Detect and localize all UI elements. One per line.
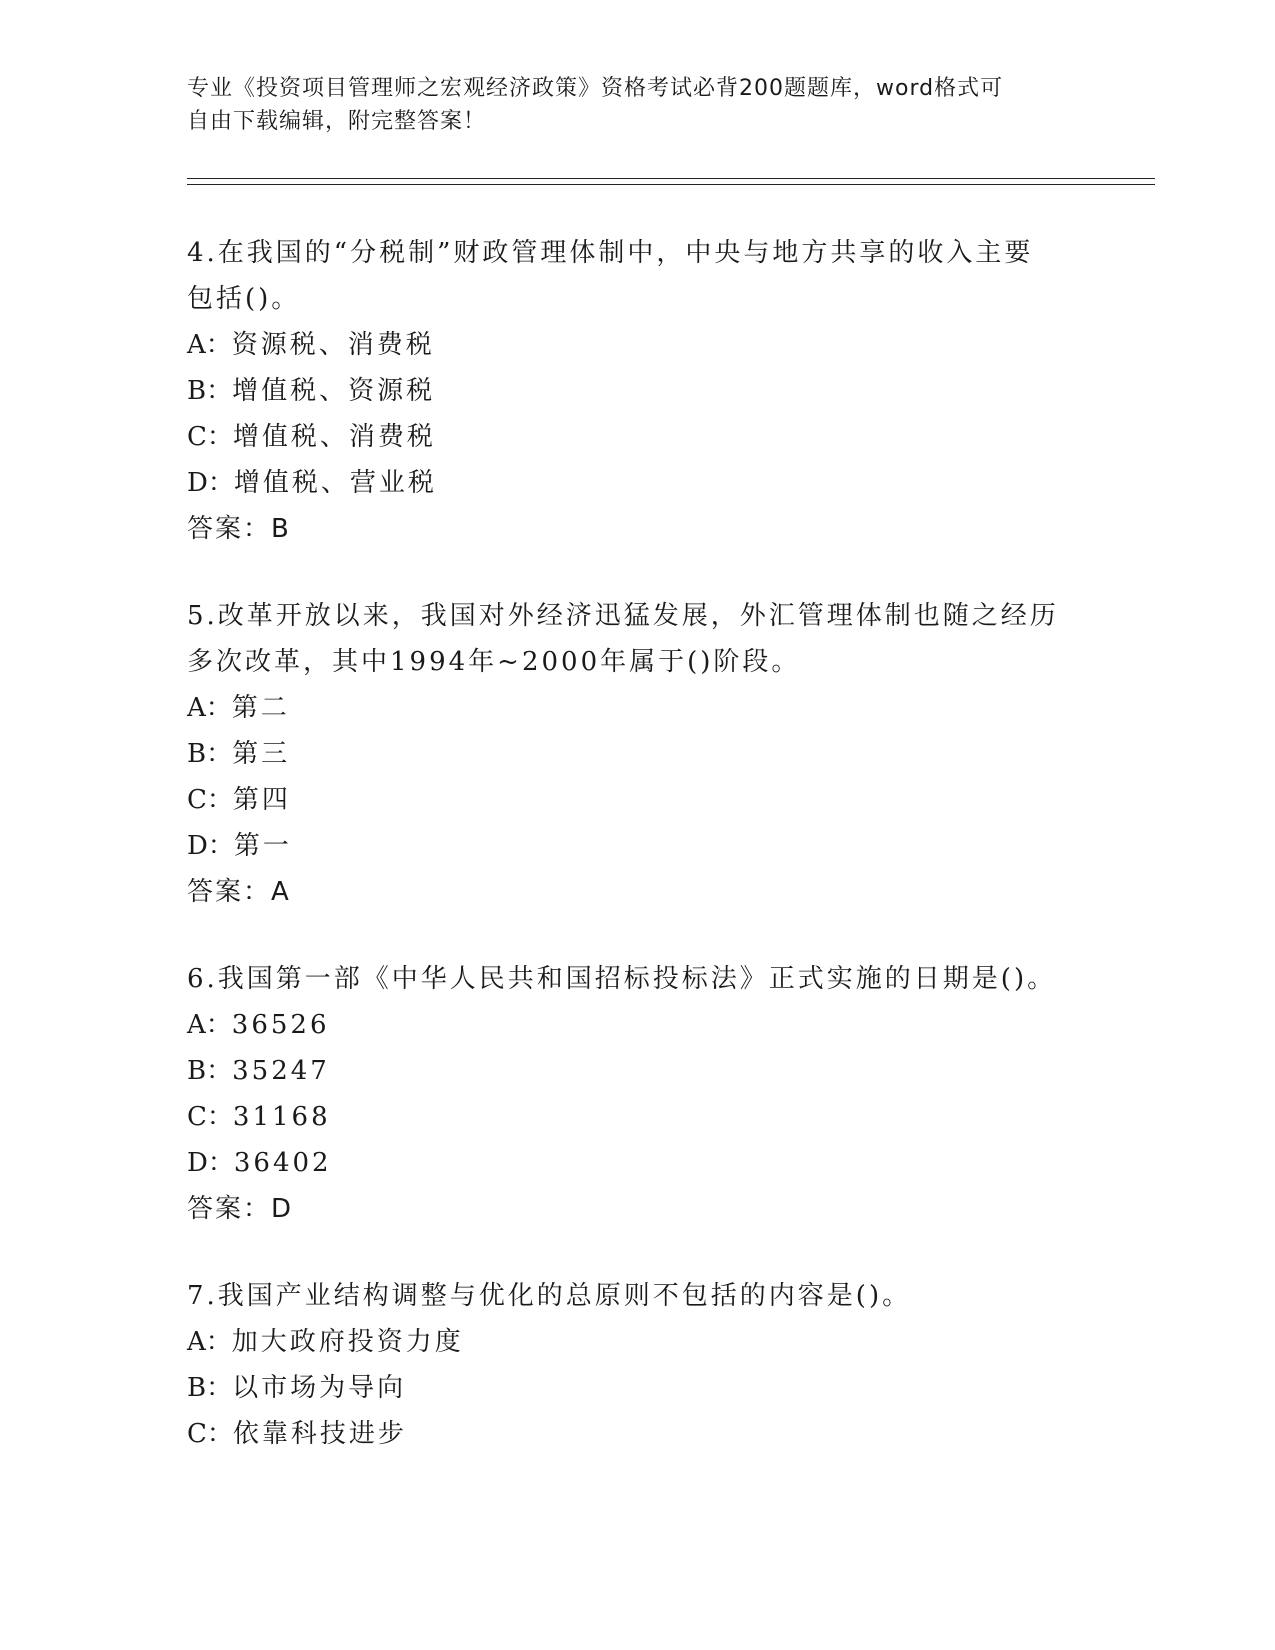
option-a bbox=[187, 322, 1067, 368]
option-text: 36402 bbox=[233, 1148, 332, 1178]
option-a bbox=[187, 1319, 1067, 1365]
option-letter: C： bbox=[187, 1102, 233, 1132]
option-text: 第二 bbox=[231, 693, 290, 723]
option-d bbox=[187, 460, 1067, 506]
option-text: 第一 bbox=[233, 831, 292, 861]
question-stem-line: 6.我国第一部《中华人民共和国招标投标法》正式实施的日期是()。 bbox=[187, 964, 1057, 994]
option-c bbox=[187, 1411, 1067, 1457]
option-d bbox=[187, 1140, 1067, 1186]
question-stem-line: 4.在我国的“分税制”财政管理体制中，中央与地方共享的收入主要 bbox=[187, 238, 1034, 268]
option-text: 36526 bbox=[231, 1010, 330, 1040]
option-letter: C： bbox=[187, 785, 233, 815]
option-b bbox=[187, 368, 1067, 414]
header-divider-bottom bbox=[187, 184, 1155, 185]
header-divider-top bbox=[187, 178, 1155, 179]
option-b bbox=[187, 731, 1067, 777]
option-letter: B： bbox=[187, 1373, 233, 1403]
question-7 bbox=[187, 1273, 1067, 1457]
option-letter: C： bbox=[187, 1419, 233, 1449]
option-text: 加大政府投资力度 bbox=[231, 1327, 464, 1357]
option-text: 增值税、消费税 bbox=[232, 422, 436, 452]
option-letter: D： bbox=[187, 831, 234, 861]
option-letter: B： bbox=[187, 1056, 233, 1086]
option-b bbox=[187, 1365, 1067, 1411]
question-stem-line: 5.改革开放以来，我国对外经济迅猛发展，外汇管理体制也随之经历 bbox=[187, 601, 1059, 631]
question-4 bbox=[187, 230, 1067, 552]
option-text: 资源税、消费税 bbox=[231, 330, 435, 360]
question-stem-line: 包括()。 bbox=[187, 284, 301, 314]
option-text: 以市场为导向 bbox=[232, 1373, 407, 1403]
option-letter: B： bbox=[187, 376, 233, 406]
option-text: 增值税、营业税 bbox=[233, 468, 437, 498]
header-line-2: 自由下载编辑，附完整答案！ bbox=[187, 109, 487, 134]
question-5 bbox=[187, 593, 1067, 915]
question-stem-line: 7.我国产业结构调整与优化的总原则不包括的内容是()。 bbox=[187, 1281, 912, 1311]
option-letter: D： bbox=[187, 468, 234, 498]
option-letter: B： bbox=[187, 739, 233, 769]
question-6 bbox=[187, 956, 1067, 1232]
document-header bbox=[187, 72, 1067, 138]
header-line-1: 专业《投资项目管理师之宏观经济政策》资格考试必背200题题库，word格式可 bbox=[187, 76, 1004, 101]
answer-line: 答案：D bbox=[187, 1194, 294, 1224]
option-letter: A： bbox=[187, 1010, 232, 1040]
option-letter: A： bbox=[187, 1327, 232, 1357]
option-letter: C： bbox=[187, 422, 233, 452]
answer-line: 答案：A bbox=[187, 877, 291, 907]
option-c bbox=[187, 777, 1067, 823]
option-text: 35247 bbox=[232, 1056, 330, 1086]
option-c bbox=[187, 414, 1067, 460]
option-a bbox=[187, 685, 1067, 731]
answer-line: 答案：B bbox=[187, 514, 291, 544]
option-c bbox=[187, 1094, 1067, 1140]
option-text: 第四 bbox=[232, 785, 291, 815]
option-letter: A： bbox=[187, 693, 232, 723]
option-b bbox=[187, 1048, 1067, 1094]
option-text: 第三 bbox=[232, 739, 291, 769]
option-letter: A： bbox=[187, 330, 232, 360]
option-text: 依靠科技进步 bbox=[232, 1419, 407, 1449]
option-text: 增值税、资源税 bbox=[232, 376, 436, 406]
option-d bbox=[187, 823, 1067, 869]
option-text: 31168 bbox=[232, 1102, 331, 1132]
option-letter: D： bbox=[187, 1148, 234, 1178]
option-a bbox=[187, 1002, 1067, 1048]
question-stem-line: 多次改革，其中1994年~2000年属于()阶段。 bbox=[187, 647, 801, 677]
